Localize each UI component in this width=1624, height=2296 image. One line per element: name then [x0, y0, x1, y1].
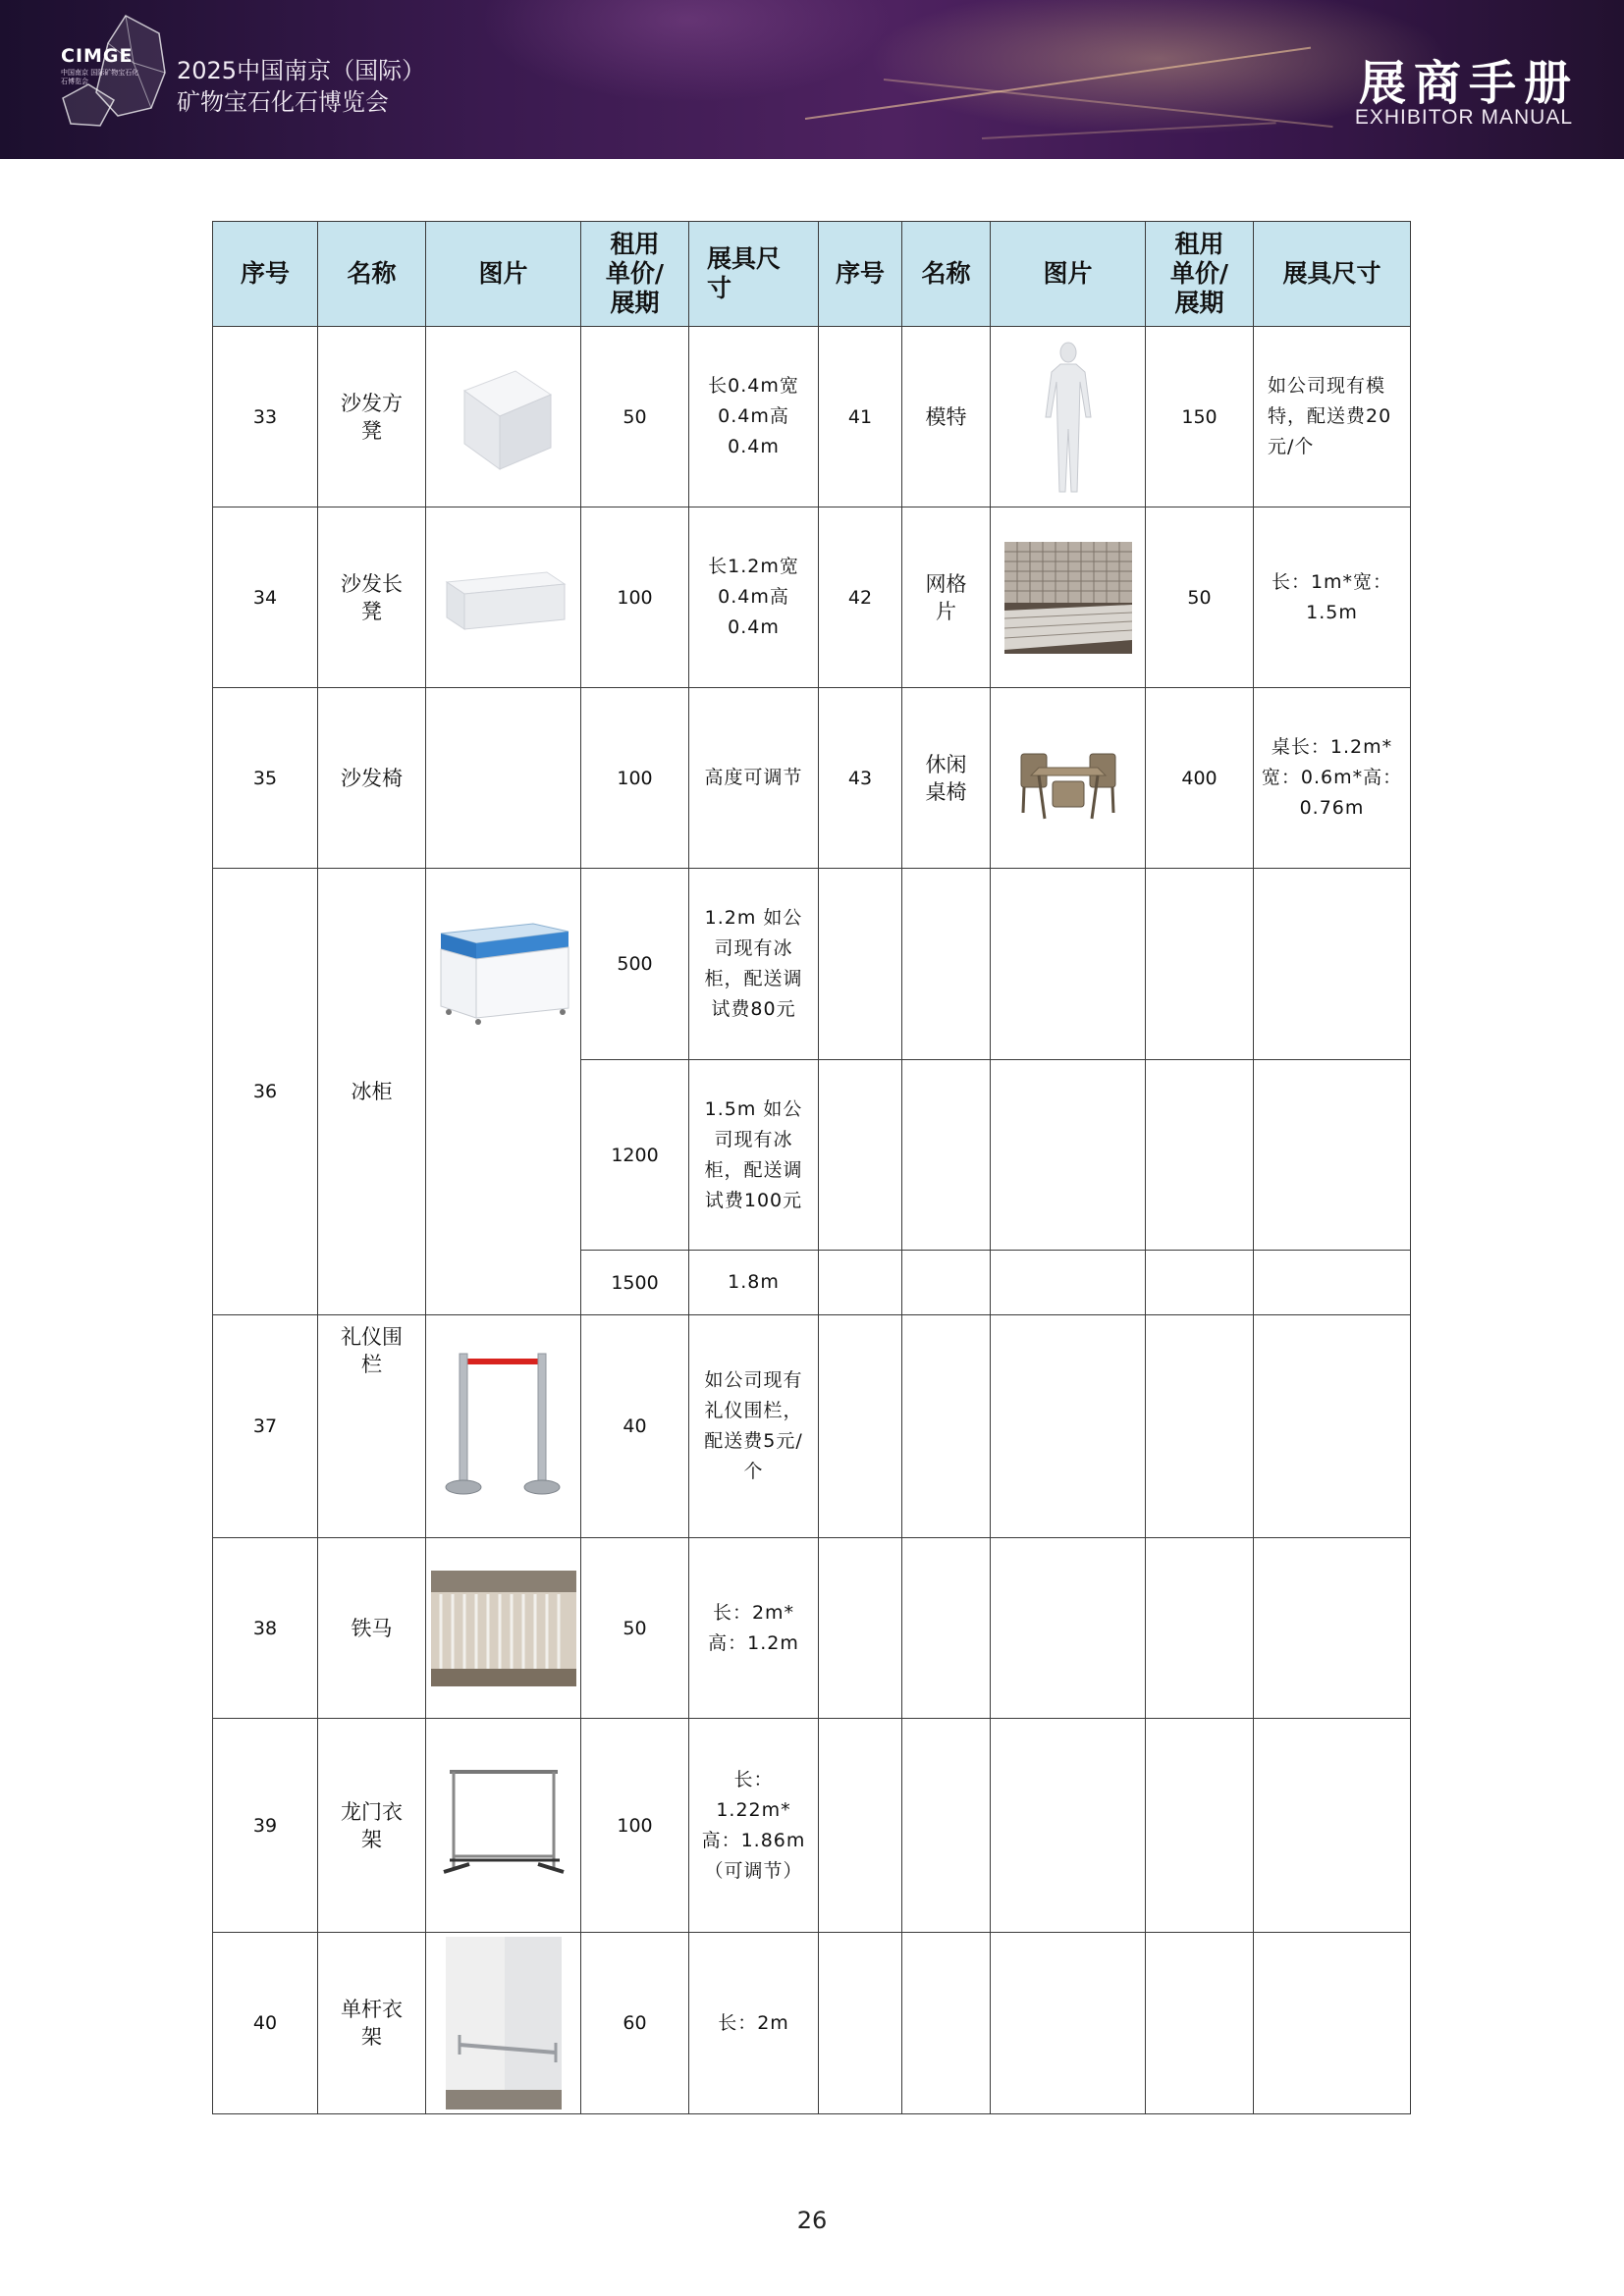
row-no-right: 42: [819, 507, 902, 688]
manual-title-cn: 展商手册: [1358, 56, 1579, 111]
row-name: 冰柜: [318, 869, 426, 1315]
expo-title-line1: 2025中国南京（国际）: [177, 57, 426, 84]
garment-rack-image: [440, 1762, 568, 1890]
row-name: 礼仪围栏: [318, 1315, 426, 1538]
row-picture: [426, 1315, 581, 1538]
empty-cell: [1146, 1060, 1254, 1251]
row-picture-right: [991, 507, 1146, 688]
expo-title: [177, 55, 425, 118]
empty-cell: [1254, 1315, 1411, 1538]
row-name: 沙发方凳: [318, 327, 426, 507]
row-size: 高度可调节: [689, 688, 819, 869]
row-name-right: 模特: [902, 327, 991, 507]
empty-cell: [902, 1719, 991, 1933]
row-name: 龙门衣架: [318, 1719, 426, 1933]
header-no-right: 序号: [819, 222, 902, 327]
row-price: 50: [581, 1538, 689, 1719]
empty-cell: [991, 1060, 1146, 1251]
table-row: [213, 1719, 1411, 1933]
empty-cell: [1146, 869, 1254, 1060]
empty-cell: [819, 869, 902, 1060]
empty-cell: [991, 869, 1146, 1060]
table-row: [213, 1538, 1411, 1719]
row-no: 33: [213, 327, 318, 507]
row-name: 沙发长凳: [318, 507, 426, 688]
row-name: 单杆衣架: [318, 1933, 426, 2114]
row-price-right: 150: [1146, 327, 1254, 507]
empty-cell: [1146, 1315, 1254, 1538]
row-picture: [426, 327, 581, 507]
empty-cell: [1254, 1933, 1411, 2114]
empty-cell: [819, 1719, 902, 1933]
row-size: 1.8m: [689, 1251, 819, 1315]
row-no: 39: [213, 1719, 318, 1933]
empty-cell: [819, 1538, 902, 1719]
empty-cell: [1254, 1251, 1411, 1315]
header-no: 序号: [213, 222, 318, 327]
page-number: 26: [796, 2207, 828, 2234]
row-no: 35: [213, 688, 318, 869]
banner-light-streak: [805, 47, 1311, 120]
row-picture: [426, 1933, 581, 2114]
row-size: 长：2m*高：1.2m: [689, 1538, 819, 1719]
mannequin-image: [1034, 339, 1103, 496]
row-price-right: 50: [1146, 507, 1254, 688]
row-picture: [426, 688, 581, 869]
empty-cell: [991, 1538, 1146, 1719]
freezer-image: [435, 920, 572, 1028]
logo-wordmark: CIMGE: [61, 45, 134, 67]
header-name: 名称: [318, 222, 426, 327]
row-no: 38: [213, 1538, 318, 1719]
equipment-rental-table: [212, 221, 1411, 2114]
header-name-right: 名称: [902, 222, 991, 327]
header-picture: 图片: [426, 222, 581, 327]
row-name: 沙发椅: [318, 688, 426, 869]
row-name: 铁马: [318, 1538, 426, 1719]
empty-cell: [991, 1933, 1146, 2114]
row-size: 长1.2m宽0.4m高0.4m: [689, 507, 819, 688]
row-size: 1.5m 如公司现有冰柜，配送调试费100元: [689, 1060, 819, 1251]
row-price: 1200: [581, 1060, 689, 1251]
table-row: [213, 869, 1411, 1060]
row-no-right: 43: [819, 688, 902, 869]
empty-cell: [1254, 1060, 1411, 1251]
row-name-right: 休闲桌椅: [902, 688, 991, 869]
row-picture-right: [991, 327, 1146, 507]
row-price: 60: [581, 1933, 689, 2114]
row-size: 如公司现有礼仪围栏，配送费5元/个: [689, 1315, 819, 1538]
banner-light-streak: [884, 79, 1333, 128]
row-picture: [426, 507, 581, 688]
header-banner: [0, 0, 1624, 159]
header-size: 展具尺寸: [689, 222, 819, 327]
header-size-right: 展具尺寸: [1254, 222, 1411, 327]
grid-panel-image: [1004, 542, 1132, 654]
table-row: [213, 1933, 1411, 2114]
row-size: 长：1.22m*高：1.86m（可调节）: [689, 1719, 819, 1933]
sofa-stool-image: [445, 353, 563, 481]
row-price-right: 400: [1146, 688, 1254, 869]
empty-cell: [819, 1060, 902, 1251]
row-no: 34: [213, 507, 318, 688]
sofa-bench-image: [437, 559, 570, 637]
row-size: 长0.4m宽0.4m高0.4m: [689, 327, 819, 507]
empty-cell: [991, 1251, 1146, 1315]
empty-cell: [902, 1538, 991, 1719]
row-price: 50: [581, 327, 689, 507]
empty-cell: [902, 1933, 991, 2114]
empty-cell: [1146, 1538, 1254, 1719]
header-picture-right: 图片: [991, 222, 1146, 327]
empty-cell: [819, 1315, 902, 1538]
crowd-barrier-image: [431, 1571, 576, 1686]
empty-cell: [1254, 1538, 1411, 1719]
row-picture: [426, 1719, 581, 1933]
row-no: 40: [213, 1933, 318, 2114]
table-row: [213, 327, 1411, 507]
row-price: 1500: [581, 1251, 689, 1315]
manual-title-en: EXHIBITOR MANUAL: [1354, 106, 1573, 129]
table-row: [213, 688, 1411, 869]
table-row: [213, 507, 1411, 688]
row-picture: [426, 869, 581, 1315]
row-price: 40: [581, 1315, 689, 1538]
row-size: 1.2m 如公司现有冰柜，配送调试费80元: [689, 869, 819, 1060]
empty-cell: [819, 1933, 902, 2114]
empty-cell: [902, 1315, 991, 1538]
row-price: 500: [581, 869, 689, 1060]
row-size-right: 如公司现有模特，配送费20元/个: [1254, 327, 1411, 507]
empty-cell: [991, 1315, 1146, 1538]
header-price: 租用单价/展期: [581, 222, 689, 327]
row-name-right: 网格片: [902, 507, 991, 688]
empty-cell: [991, 1719, 1146, 1933]
row-no: 36: [213, 869, 318, 1315]
row-picture-right: [991, 688, 1146, 869]
row-price: 100: [581, 507, 689, 688]
empty-cell: [902, 1060, 991, 1251]
empty-cell: [902, 869, 991, 1060]
row-size-right: 长：1m*宽：1.5m: [1254, 507, 1411, 688]
empty-cell: [902, 1251, 991, 1315]
row-size-right: 桌长：1.2m*宽：0.6m*高：0.76m: [1254, 688, 1411, 869]
logo-subtitle: 中国南京 国际矿物宝石化石博览会: [61, 69, 139, 85]
empty-cell: [1254, 1719, 1411, 1933]
row-picture: [426, 1538, 581, 1719]
stanchion-barrier-image: [440, 1348, 568, 1505]
empty-cell: [1254, 869, 1411, 1060]
row-no-right: 41: [819, 327, 902, 507]
empty-cell: [1146, 1719, 1254, 1933]
row-price: 100: [581, 1719, 689, 1933]
banner-light-streak: [982, 122, 1276, 139]
row-no: 37: [213, 1315, 318, 1538]
table-header-row: [213, 222, 1411, 327]
empty-cell: [1146, 1933, 1254, 2114]
empty-cell: [819, 1251, 902, 1315]
single-bar-rack-image: [446, 1937, 562, 2109]
table-row: [213, 1315, 1411, 1538]
leisure-table-chairs-image: [1009, 734, 1127, 823]
empty-cell: [1146, 1251, 1254, 1315]
row-size: 长：2m: [689, 1933, 819, 2114]
row-price: 100: [581, 688, 689, 869]
expo-title-line2: 矿物宝石化石博览会: [177, 88, 389, 116]
header-price-right: 租用单价/展期: [1146, 222, 1254, 327]
